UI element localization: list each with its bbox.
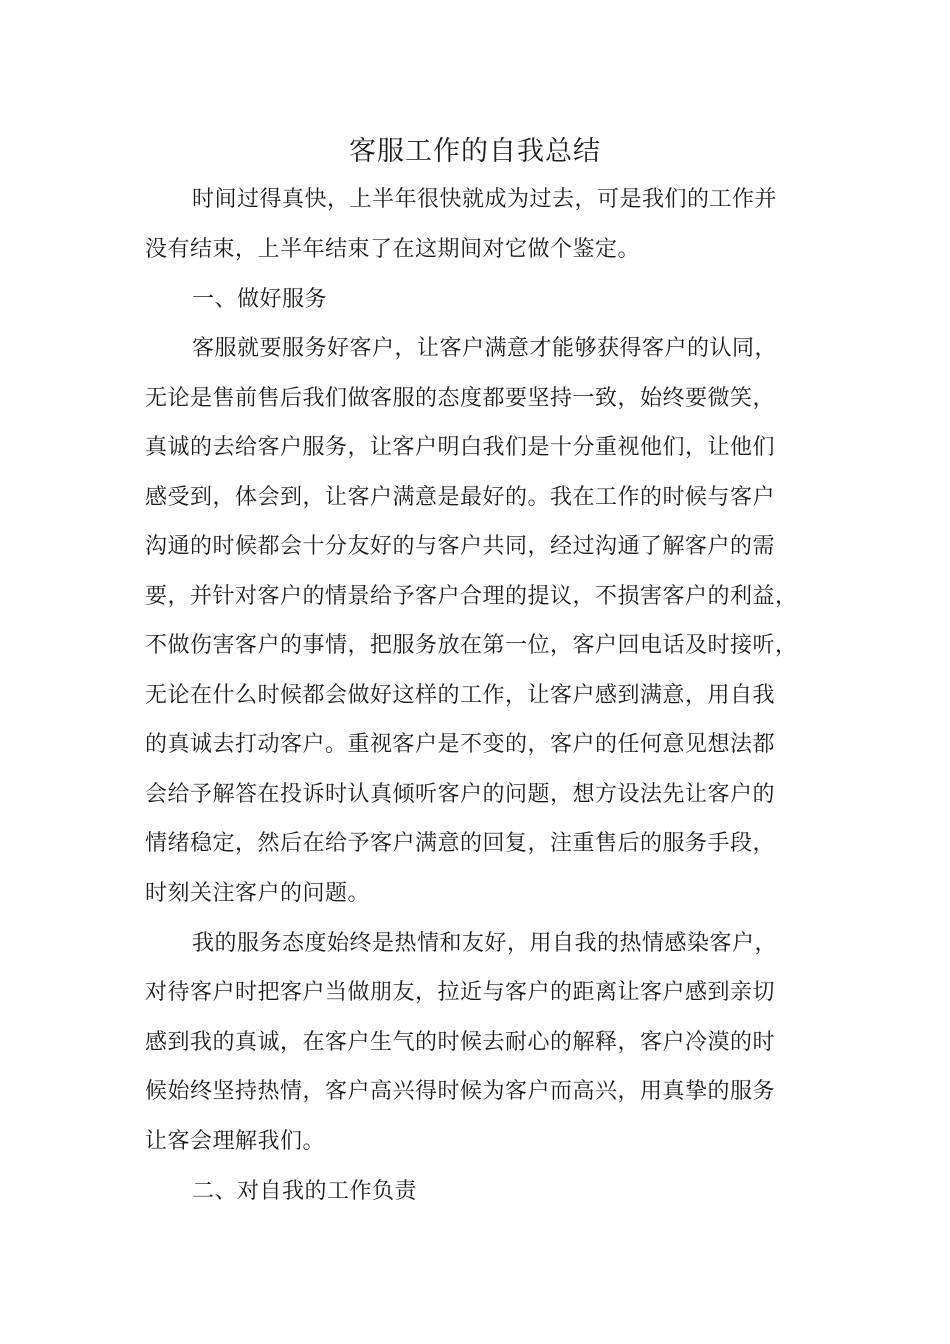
paragraph-line: 要，并针对客户的情景给予客户合理的提议，不损害客户的利益， bbox=[145, 584, 798, 609]
paragraph-line: 我的服务态度始终是热情和友好，用自我的热情感染客户， bbox=[192, 931, 778, 956]
paragraph-line: 会给予解答在投诉时认真倾听客户的问题，想方设法先让客户的 bbox=[145, 782, 776, 807]
paragraph-line: 情绪稳定，然后在给予客户满意的回复，注重售后的服务手段， bbox=[145, 831, 776, 856]
section-heading: 一、做好服务 bbox=[192, 287, 328, 312]
paragraph-line: 不做伤害客户的事情，把服务放在第一位，客户回电话及时接听， bbox=[145, 633, 798, 658]
paragraph-line: 无论在什么时候都会做好这样的工作，让客户感到满意，用自我 bbox=[145, 683, 776, 708]
paragraph-line: 感受到，体会到，让客户满意是最好的。我在工作的时候与客户 bbox=[145, 485, 776, 510]
paragraph-line: 让客会理解我们。 bbox=[145, 1129, 326, 1154]
paragraph-line: 时间过得真快，上半年很快就成为过去，可是我们的工作并 bbox=[192, 187, 778, 212]
section-heading: 二、对自我的工作负责 bbox=[192, 1179, 418, 1204]
document-title: 客服工作的自我总结 bbox=[349, 136, 601, 167]
paragraph-line: 对待客户时把客户当做朋友，拉近与客户的距离让客户感到亲切 bbox=[145, 980, 776, 1005]
paragraph-line: 真诚的去给客户服务，让客户明白我们是十分重视他们，让他们 bbox=[145, 435, 776, 460]
paragraph-line: 无论是售前售后我们做客服的态度都要坚持一致，始终要微笑， bbox=[145, 386, 776, 411]
paragraph-line: 时刻关注客户的问题。 bbox=[145, 881, 371, 906]
paragraph-line: 的真诚去打动客户。重视客户是不变的，客户的任何意见想法都 bbox=[145, 732, 776, 757]
paragraph-line: 客服就要服务好客户，让客户满意才能够获得客户的认同， bbox=[192, 336, 778, 361]
paragraph-line: 没有结束，上半年结束了在这期间对它做个鉴定。 bbox=[145, 237, 641, 262]
paragraph-line: 候始终坚持热情，客户高兴得时候为客户而高兴，用真挚的服务 bbox=[145, 1079, 776, 1104]
paragraph-line: 感到我的真诚，在客户生气的时候去耐心的解释，客户冷漠的时 bbox=[145, 1030, 776, 1055]
paragraph-line: 沟通的时候都会十分友好的与客户共同，经过沟通了解客户的需 bbox=[145, 534, 776, 559]
